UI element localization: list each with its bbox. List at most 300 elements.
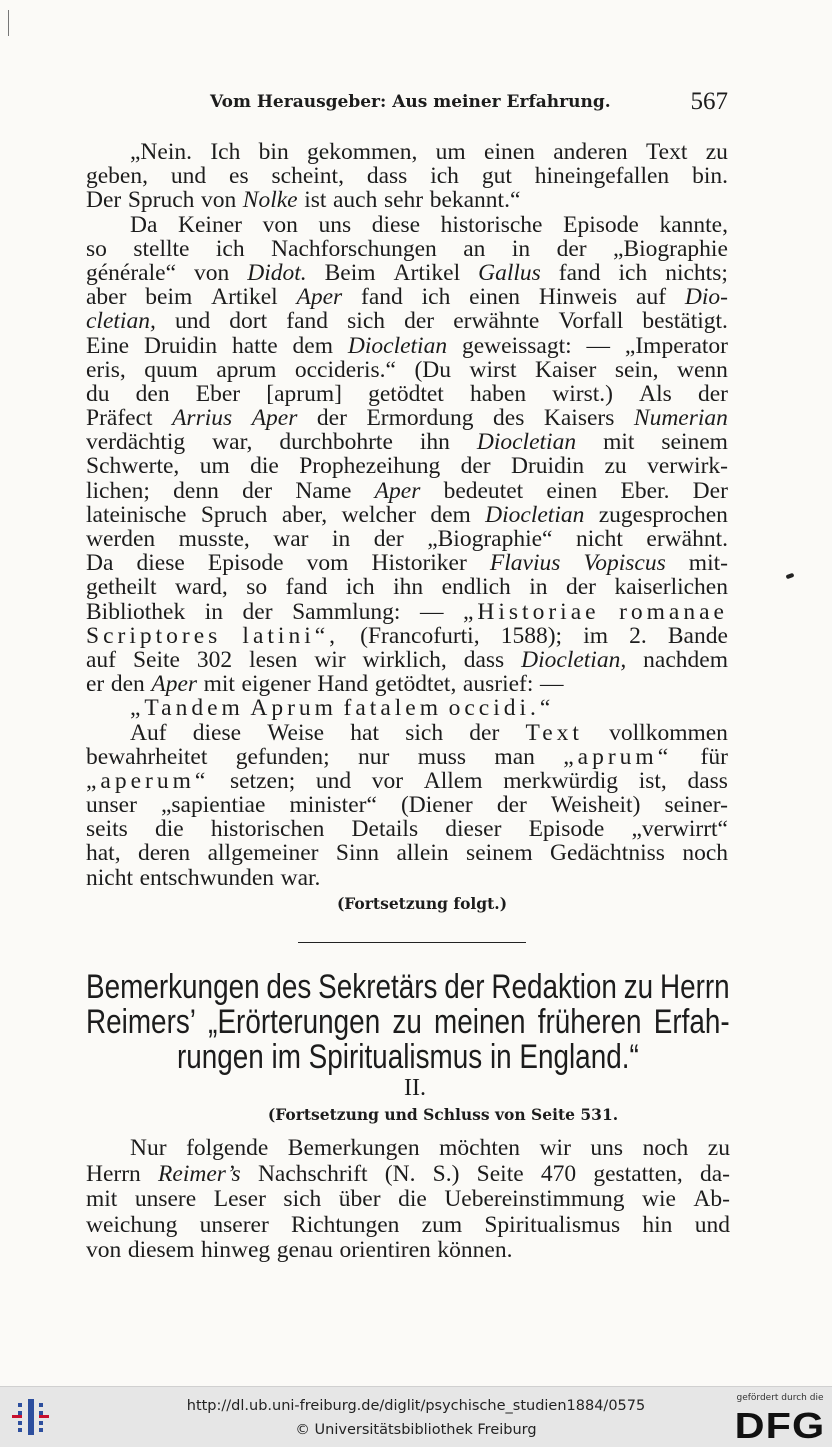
word: uns (590, 1135, 624, 1161)
word: dem (292, 332, 333, 359)
word: ist, (638, 767, 667, 794)
word: Diocletian, (521, 646, 627, 673)
word: ward, (174, 574, 228, 601)
word: „Biographie“ (427, 526, 553, 552)
word: Als (639, 380, 672, 407)
word: um (199, 453, 230, 480)
word: dass (463, 646, 505, 673)
word: bewahrheitet (86, 743, 208, 770)
word: gut (481, 163, 512, 190)
word: der (496, 792, 527, 819)
word: er (86, 671, 105, 698)
word: Episode (528, 816, 605, 843)
word: zu (705, 139, 728, 165)
text-line (86, 382, 728, 406)
word: hat (350, 719, 380, 746)
text-line (86, 648, 728, 672)
text-line (86, 430, 728, 454)
word: erwähnte (453, 308, 540, 335)
word: der (404, 308, 435, 335)
word: denn (173, 477, 219, 504)
word: seinem (466, 840, 533, 867)
scan-margin-mark (8, 10, 10, 36)
word: nachdem (643, 646, 728, 673)
word: Hand (317, 671, 369, 698)
word: ich (421, 284, 451, 311)
word: sich (405, 719, 444, 746)
word: Präfect (86, 405, 153, 432)
word: der (242, 477, 273, 504)
word: Da (130, 211, 158, 238)
word: Artikel (211, 284, 278, 311)
word: erwähnt. (646, 526, 728, 552)
copyright-notice: © Universitätsbibliothek Freiburg (295, 1422, 537, 1438)
word: in (529, 574, 548, 601)
word: Sinn (335, 840, 380, 867)
word: Richtungen (291, 1211, 400, 1238)
word: Druidin (143, 332, 218, 359)
word: kannte, (659, 211, 728, 238)
word: „Biographie (613, 235, 728, 262)
word: Der (692, 477, 728, 504)
word: dass (687, 767, 728, 794)
word: Flavius (489, 550, 561, 577)
word: von (262, 211, 298, 238)
word: noch (682, 840, 728, 867)
word: Nachforschungen (271, 235, 437, 262)
word: der (444, 968, 485, 1006)
word: des (493, 405, 525, 432)
word: Weisheit) (550, 792, 641, 819)
text-line (86, 696, 728, 720)
word: diesem (127, 1237, 195, 1263)
word: Herrn (86, 1160, 141, 1187)
word: Ermordung (366, 405, 474, 432)
word: rungen im Spiritualismus in England.“ (176, 1038, 639, 1076)
word: „aprum“ (563, 743, 673, 770)
word: und (174, 308, 211, 335)
word: Keiner (178, 211, 242, 238)
word: Dio- (684, 284, 728, 311)
text-line (86, 624, 728, 648)
word: S.) (432, 1160, 460, 1187)
word: Aper (296, 284, 343, 311)
word: der (242, 598, 273, 625)
word: Aprum (250, 695, 337, 722)
dfg-funder-logo (734, 1393, 826, 1445)
word: „Erörterungen (208, 1003, 381, 1041)
word: Sekretärs (318, 968, 438, 1006)
word: Episode (563, 211, 639, 238)
word: bin (258, 139, 289, 165)
word: getödtet (368, 380, 444, 407)
word: dem (430, 501, 471, 528)
word: hatte (231, 332, 278, 359)
text-line (86, 285, 728, 309)
word: (N. (384, 1160, 416, 1187)
word: (Du (414, 356, 452, 383)
word: unserer (199, 1211, 269, 1238)
word: des (266, 968, 312, 1006)
word: unser (86, 792, 137, 819)
word: Kaisers (543, 405, 615, 432)
word: — (419, 598, 444, 625)
word: diese (371, 211, 421, 238)
word: „verwirrt“ (631, 816, 728, 843)
word: Aper (374, 477, 421, 504)
text-line (86, 793, 728, 817)
word: merkwürdig (503, 767, 619, 794)
word: vor (371, 767, 404, 794)
text-line (86, 140, 728, 164)
word: hin (642, 1211, 673, 1238)
word: zu (623, 968, 654, 1006)
viewer-footer (0, 1386, 832, 1447)
word: zu (707, 1135, 730, 1161)
word: über (338, 1186, 381, 1212)
word: einen (546, 477, 598, 504)
word: minister“ (289, 792, 377, 819)
word: „Imperator (624, 332, 728, 359)
text-line (86, 309, 728, 333)
word: Weise (267, 719, 325, 746)
word: hinweg (200, 1237, 271, 1263)
word: genau (276, 1237, 333, 1263)
dfg-logo-text: DFG (734, 1405, 826, 1446)
word: auf (86, 646, 117, 673)
word: — (539, 671, 564, 698)
word: in (331, 526, 351, 552)
word: ich (215, 235, 245, 262)
word: können. (437, 1237, 513, 1263)
word: 2. (629, 622, 647, 649)
word: Numerian (633, 405, 728, 432)
word: der (469, 719, 500, 746)
word: historische (440, 211, 543, 238)
word: lichen; (86, 477, 150, 504)
word: sich (283, 1186, 322, 1212)
word: du (86, 380, 110, 407)
word: Ab- (693, 1186, 730, 1212)
word: nicht (86, 864, 133, 891)
word: Scriptores (86, 622, 222, 649)
word: 470 (540, 1160, 577, 1187)
word: Seite (132, 646, 180, 673)
word: der (460, 453, 491, 480)
word: seinem (661, 429, 728, 456)
word: Redaktion (491, 968, 617, 1006)
word: meinen (434, 1003, 526, 1041)
text-line (86, 551, 728, 575)
word: für (700, 743, 728, 770)
word: so (246, 574, 268, 601)
text-line (86, 1238, 730, 1264)
word: Details (351, 816, 419, 843)
word: zu (604, 453, 627, 480)
word: 302 (196, 646, 233, 673)
word: eigener (241, 671, 311, 698)
word: générale“ (86, 259, 177, 286)
word: ausrief: (462, 671, 534, 698)
body-text (86, 140, 728, 919)
word: auf (636, 284, 667, 311)
word: diese (192, 719, 242, 746)
word: dieser (445, 816, 502, 843)
word: sehr (383, 187, 424, 214)
word: und (315, 767, 352, 794)
word: Arrius (172, 405, 233, 432)
word: anderen (553, 139, 628, 165)
text-line (86, 575, 728, 599)
text-line (86, 769, 728, 793)
word: gestatten, (593, 1160, 683, 1187)
text-line (86, 164, 728, 188)
word: (Diener (400, 792, 473, 819)
text-line (86, 334, 728, 358)
word: Nachschrift (257, 1160, 368, 1187)
word: so (86, 235, 107, 262)
word: kaiserlichen (614, 574, 728, 601)
word: Vopiscus (583, 550, 666, 577)
word: die (154, 816, 184, 843)
word: der (565, 574, 596, 601)
word: früheren (537, 1003, 642, 1041)
word: fand (558, 259, 601, 286)
word: Auf (130, 719, 167, 746)
article-part-number: II. (404, 1075, 426, 1101)
word: Spiritualismus (484, 1211, 621, 1238)
word: Didot. (247, 259, 307, 286)
word: „sapientiae (160, 792, 266, 819)
word: sein, (614, 356, 659, 383)
word: Druidin (511, 453, 585, 480)
word: von (194, 259, 230, 286)
word: aprum (216, 356, 277, 383)
section1-paragraphs (86, 140, 728, 890)
text-line (86, 721, 728, 745)
word: Bemerkungen (287, 1135, 420, 1161)
word: in (204, 598, 224, 625)
word: war (273, 526, 309, 552)
word: endlich (441, 574, 511, 601)
text-line (86, 600, 728, 624)
word: ihn (393, 574, 424, 601)
word: Aper (151, 671, 198, 698)
text-line (86, 672, 728, 696)
word: romanae (619, 598, 728, 625)
word: Erfah- (653, 1003, 730, 1041)
word: wirst.) (552, 380, 613, 407)
word: Diocletian (476, 429, 577, 456)
word: den (135, 380, 170, 407)
word: haben (469, 380, 527, 407)
word: auch (333, 187, 378, 214)
text-line (86, 1136, 730, 1162)
word: hat, (86, 840, 121, 867)
word: verwirk- (647, 453, 728, 480)
word: lesen (249, 646, 298, 673)
text-line (86, 454, 728, 478)
word: allein (396, 840, 449, 867)
text-line (86, 406, 728, 430)
word: gekommen, (307, 139, 418, 165)
word: getheilt (86, 574, 157, 601)
word: der (373, 526, 404, 552)
word: Eine (86, 332, 130, 359)
word: — (586, 332, 611, 359)
word: Spruch (200, 501, 268, 528)
text-line (86, 817, 728, 841)
word: mit (203, 671, 235, 698)
word: Bande (667, 622, 728, 649)
word: Nolke (242, 187, 298, 214)
word: Da (86, 550, 114, 577)
word: fand (285, 574, 328, 601)
word: der (316, 405, 347, 432)
word: scheint, (271, 163, 344, 190)
word: zugesprochen (598, 501, 728, 528)
word: dort (229, 308, 268, 335)
word: werden (86, 526, 156, 552)
word: folgende (186, 1135, 269, 1161)
text-line (86, 1162, 730, 1188)
word: zum (421, 1211, 463, 1238)
word: stellte (133, 235, 190, 262)
text-line (86, 866, 728, 890)
word: den (110, 671, 145, 698)
word: bestätigt. (642, 308, 728, 335)
text-line (86, 261, 728, 285)
word: allgemeiner (207, 840, 319, 867)
funding-note: gefördert durch die (736, 1393, 824, 1403)
text-line (86, 188, 728, 212)
word: Text (525, 719, 583, 746)
word: Name (295, 477, 352, 504)
page-header (86, 88, 728, 118)
word: mit- (688, 550, 728, 577)
word: geweissagt: (461, 332, 572, 359)
word: musste, (178, 526, 250, 552)
word: nichts; (665, 259, 728, 286)
margin-ink-mark (786, 573, 795, 579)
word: orientiren (339, 1237, 431, 1263)
word: verdächtig (86, 429, 186, 456)
text-line (86, 213, 728, 237)
article-title (86, 970, 730, 1075)
word: historischen (210, 816, 325, 843)
word: um (435, 139, 466, 165)
section-divider (298, 942, 526, 943)
word: Historiker (371, 550, 467, 577)
word: Episode (207, 550, 284, 577)
word: mit (86, 1186, 118, 1212)
text-line (86, 1005, 730, 1040)
word: occideris.“ (294, 356, 396, 383)
word: Diocletian (485, 501, 585, 528)
word: nicht (575, 526, 623, 552)
word: mit (603, 429, 635, 456)
word: fand (361, 284, 403, 311)
word: Nur (130, 1135, 167, 1161)
word: der (697, 380, 728, 407)
word: Artikel (393, 259, 461, 286)
word: bin. (692, 163, 728, 190)
word: beim (145, 284, 193, 311)
word: durchbohrte (279, 429, 393, 456)
text-line (86, 358, 728, 382)
text-line (86, 1213, 730, 1239)
text-line (86, 479, 728, 503)
article-body (86, 1136, 730, 1264)
word: vollkommen (609, 719, 728, 746)
word: Der (86, 187, 122, 214)
word: quum (144, 356, 198, 383)
word: seiner- (664, 792, 728, 819)
word: Reimers’ (86, 1003, 196, 1041)
word: ich (430, 163, 459, 190)
word: ich (618, 259, 648, 286)
text-line (86, 237, 728, 261)
word: gefunden; (235, 743, 330, 770)
text-line (86, 1040, 730, 1075)
word: 1588); (500, 622, 563, 649)
word: einen (469, 284, 521, 311)
word: uns (318, 211, 352, 238)
word: [aprum] (266, 380, 342, 407)
word: Diocletian (347, 332, 448, 359)
word: da- (699, 1160, 730, 1187)
word: Herrn (659, 968, 730, 1006)
word: im (583, 622, 608, 649)
word: dass (366, 163, 408, 190)
word: aber (86, 284, 127, 311)
text-line (86, 527, 728, 551)
page-number: 567 (690, 88, 728, 115)
word: nur (358, 743, 390, 770)
word: wirklich, (362, 646, 447, 673)
word: in (511, 235, 531, 262)
word: noch (642, 1135, 689, 1161)
word: sich (347, 308, 385, 335)
word: occidi.“ (448, 695, 555, 722)
word: ist (304, 187, 327, 214)
word: wir (314, 646, 346, 673)
text-line (86, 503, 728, 527)
word: wenn (677, 356, 728, 383)
word: bekannt.“ (429, 187, 521, 214)
word: Bemerkungen (86, 968, 260, 1006)
word: geben, (86, 163, 148, 190)
word: einen (484, 139, 535, 165)
word: diese (136, 550, 185, 577)
word: man (494, 743, 535, 770)
word: Reimer’s (158, 1160, 241, 1187)
word: fand (286, 308, 329, 335)
word: und (170, 163, 207, 190)
word: welcher (341, 501, 416, 528)
word: seits (86, 816, 128, 843)
text-line (86, 841, 728, 865)
word: „aperum“ (86, 767, 210, 794)
word: möchten (439, 1135, 521, 1161)
word: getödtet, (374, 671, 457, 698)
word: war. (280, 864, 321, 891)
word: Aper (251, 405, 298, 432)
word: wirst (469, 356, 517, 383)
document-url-link[interactable]: http://dl.ub.uni-freiburg.de/diglit/psychische_studien1884/0575 (186, 1398, 646, 1414)
word: bedeutet (443, 477, 524, 504)
word: Allem (423, 767, 483, 794)
